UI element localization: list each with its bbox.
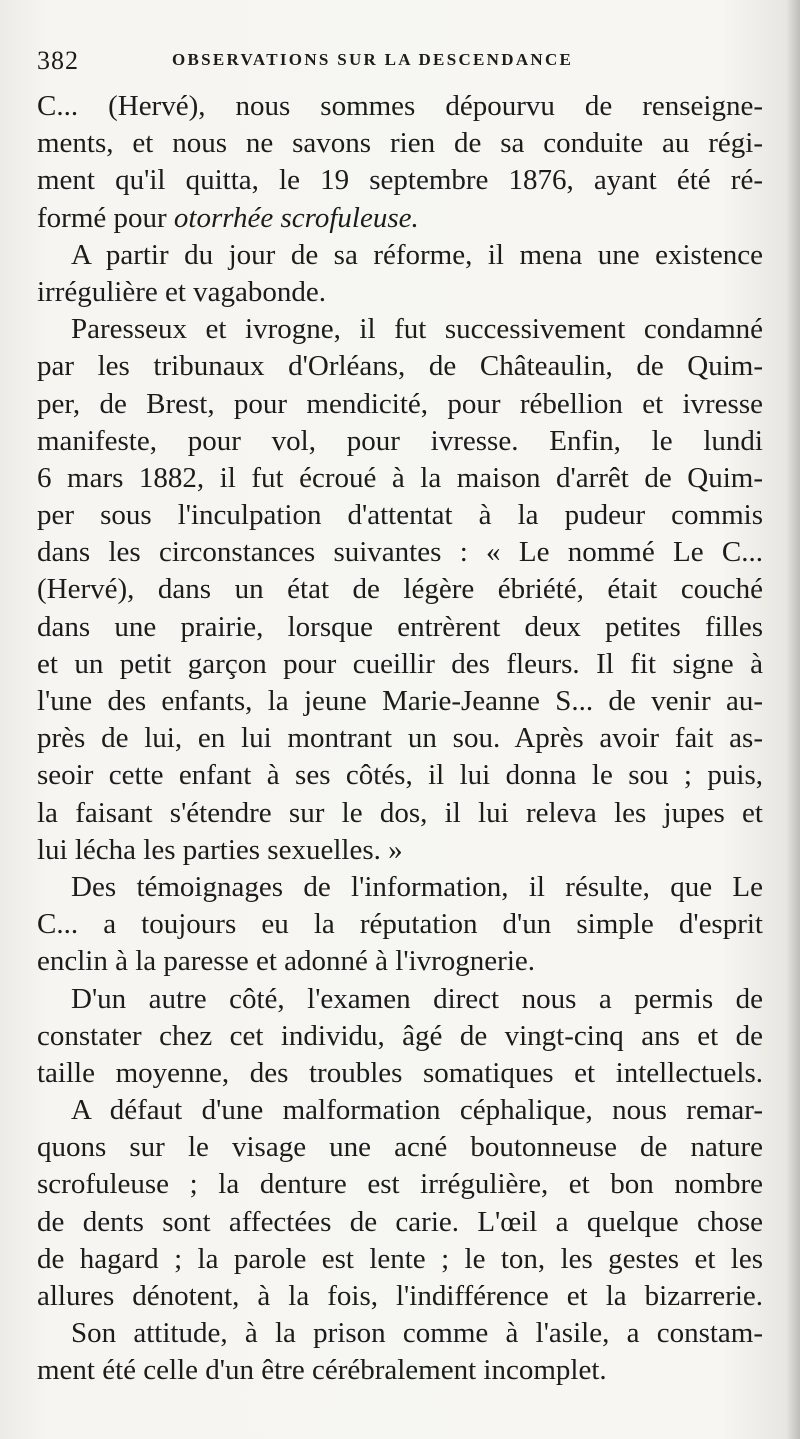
page-header bbox=[37, 40, 770, 80]
text-line: et un petit garçon pour cueillir des fleurs. Il fit signe à bbox=[37, 647, 763, 680]
text-line-part: formé pour bbox=[37, 201, 174, 234]
text-line: A défaut d'une malformation céphalique, nous remar- bbox=[71, 1094, 763, 1127]
text-line: ment qu'il quitta, le 19 septembre 1876, ayant été ré- bbox=[37, 164, 763, 197]
text-line: de hagard ; la parole est lente ; le ton, les gestes et les bbox=[37, 1242, 763, 1275]
page-gutter-shadow bbox=[786, 0, 800, 1439]
text-line: dans une prairie, lorsque entrèrent deux petites filles bbox=[37, 610, 763, 643]
text-line: Des témoignages de l'information, il résulte, que Le bbox=[71, 870, 763, 903]
text-line: ments, et nous ne savons rien de sa conduite au régi- bbox=[37, 127, 763, 160]
text-line: enclin à la paresse et adonné à l'ivrognerie. bbox=[37, 945, 535, 978]
text-line: A partir du jour de sa réforme, il mena une existence bbox=[71, 238, 763, 271]
text-line: ment été celle d'un être cérébralement incomplet. bbox=[37, 1354, 607, 1387]
text-line: (Hervé), dans un état de légère ébriété, était couché bbox=[37, 573, 763, 606]
text-line: manifeste, pour vol, pour ivresse. Enfin, le lundi bbox=[37, 424, 763, 457]
text-line: dans les circonstances suivantes : « Le nommé Le C... bbox=[37, 536, 763, 569]
text-line: C... a toujours eu la réputation d'un simple d'esprit bbox=[37, 908, 763, 941]
text-line: seoir cette enfant à ses côtés, il lui donna le sou ; puis, bbox=[37, 759, 763, 792]
text-line: constater chez cet individu, âgé de vingt-cinq ans et de bbox=[37, 1019, 763, 1052]
text-line: per, de Brest, pour mendicité, pour rébellion et ivresse bbox=[37, 387, 763, 420]
text-line: C... (Hervé), nous sommes dépourvu de renseigne- bbox=[37, 90, 763, 122]
running-title: OBSERVATIONS SUR LA DESCENDANCE bbox=[172, 50, 574, 69]
text-line: de dents sont affectées de carie. L'œil a quelque chose bbox=[37, 1205, 763, 1238]
body-text bbox=[37, 88, 763, 1390]
text-line: irrégulière et vagabonde. bbox=[37, 275, 327, 308]
text-line: Son attitude, à la prison comme à l'asile, a constam- bbox=[71, 1317, 763, 1350]
text-line: 6 mars 1882, il fut écroué à la maison d'arrêt de Quim- bbox=[37, 461, 763, 494]
text-line: per sous l'inculpation d'attentat à la pudeur commis bbox=[37, 499, 763, 532]
text-line: taille moyenne, des troubles somatiques et intellectuels. bbox=[37, 1056, 763, 1089]
text-line: l'une des enfants, la jeune Marie-Jeanne S... de venir au- bbox=[37, 685, 763, 717]
text-line: près de lui, en lui montrant un sou. Après avoir fait as- bbox=[37, 722, 763, 755]
text-line: allures dénotent, à la fois, l'indifférence et la bizarrerie. bbox=[37, 1280, 763, 1312]
text-line: Paresseux et ivrogne, il fut successivement condamné bbox=[71, 313, 763, 346]
italic-term: otorrhée scrofuleuse. bbox=[173, 201, 419, 234]
text-line: D'un autre côté, l'examen direct nous a permis de bbox=[71, 982, 763, 1015]
text-line: quons sur le visage une acné boutonneuse de nature bbox=[37, 1131, 763, 1164]
text-line: par les tribunaux d'Orléans, de Châteaulin, de Quim- bbox=[37, 350, 763, 383]
text-line bbox=[37, 200, 763, 237]
text-line: la faisant s'étendre sur le dos, il lui releva les jupes et bbox=[37, 796, 763, 829]
text-line: scrofuleuse ; la denture est irrégulière, et bon nombre bbox=[37, 1168, 763, 1201]
page-number: 382 bbox=[37, 46, 79, 75]
text-line: lui lécha les parties sexuelles. » bbox=[37, 833, 403, 866]
